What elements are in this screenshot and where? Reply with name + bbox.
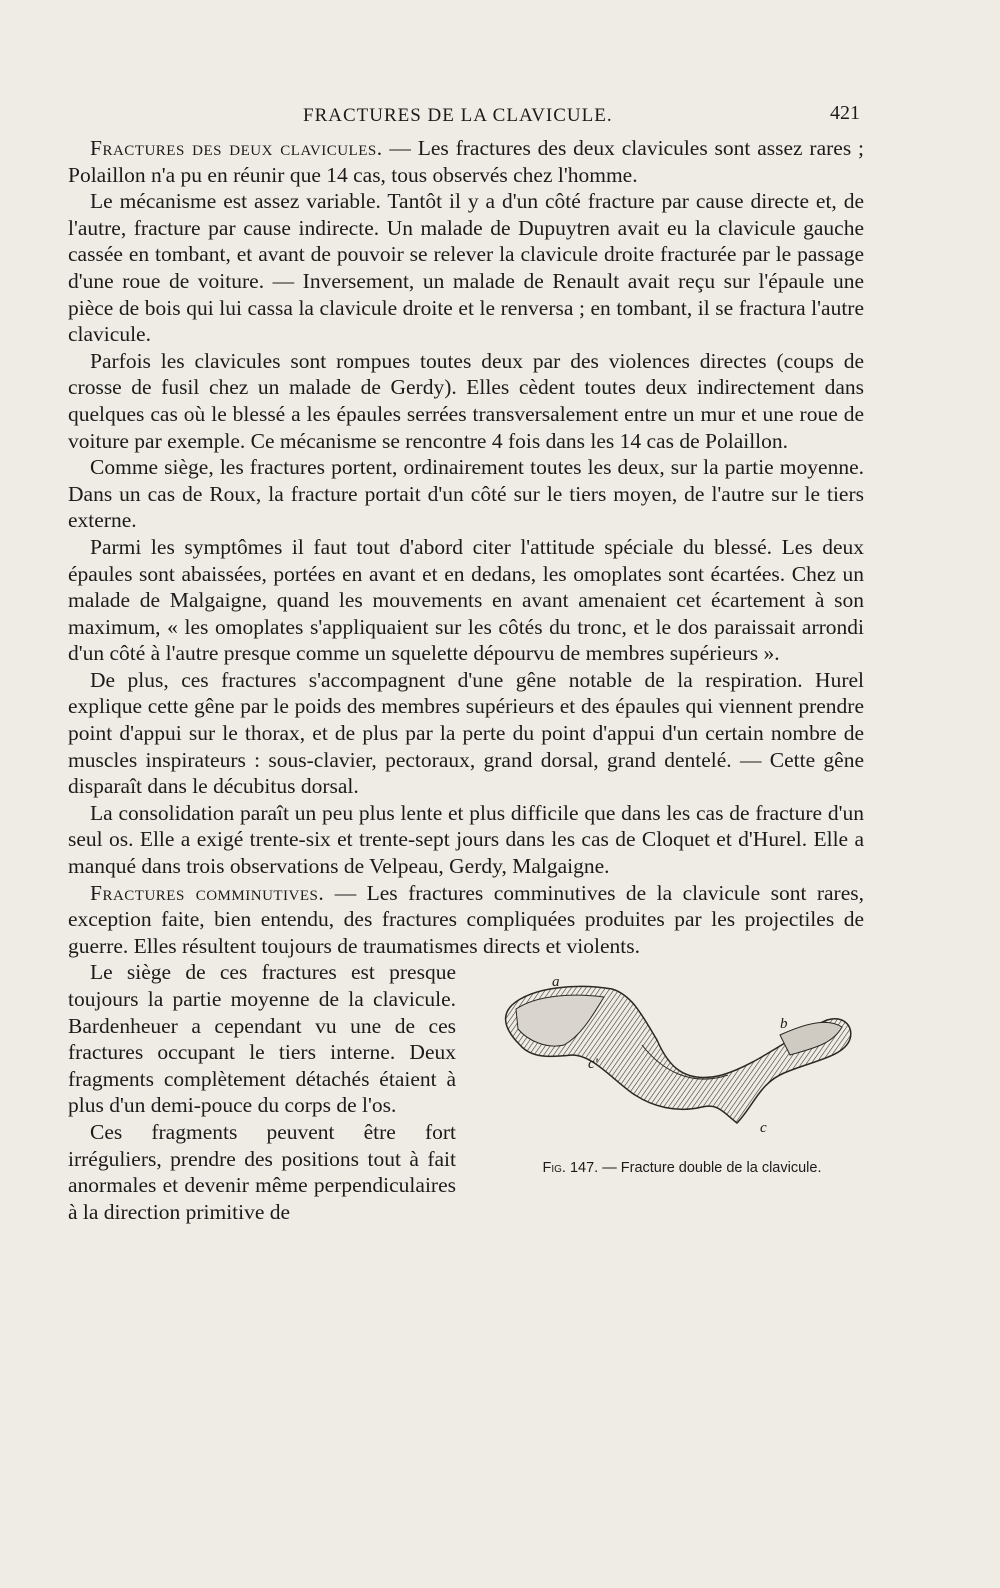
figure-letter-c: c: [760, 1120, 767, 1137]
paragraph: Fractures des deux clavicules. — Les fractures des deux clavicules sont assez rares ; Polaillon n'a pu en réunir que 14 cas, tous observés chez l'homme.: [68, 136, 864, 187]
fractured-clavicle-illustration: [492, 975, 864, 1155]
figure-letter-b: b: [780, 1016, 788, 1033]
running-title: FRACTURES DE LA CLAVICULE.: [303, 105, 613, 126]
figure-letter-a: a: [552, 974, 560, 991]
figure-label: Fig. 147.: [542, 1160, 599, 1177]
figure-147: [492, 975, 864, 1175]
paragraph: Parmi les symptômes il faut tout d'abord citer l'attitude spéciale du blessé. Les deux épaules sont abaissées, portées en avant et en dedans, les omoplates sont écartées. Chez un malade de Malgaigne, quand les mouvements en avant amenaient cet écartement à son maximum, « les omoplates s'appliquaient sur les côtés du tronc, et le dos paraissait arrondi d'un côté à l'autre presque comme un squelette dépourvu de membres supérieurs ».: [68, 534, 864, 666]
paragraph: La consolidation paraît un peu plus lente et plus difficile que dans les cas de fracture d'un seul os. Elle a exigé trente-six et trente-sept jours dans les cas de Cloquet et d'Hurel. Elle a manqué dans trois observations de Velpeau, Gerdy, Malgaigne.: [68, 800, 864, 879]
paragraph: De plus, ces fractures s'accompagnent d'une gêne notable de la respiration. Hurel explique cette gêne par le poids des membres supérieurs et des épaules qui viennent prendre point d'appui sur le thorax, et de plus par la perte du point d'appui d'un certain nombre de muscles inspirateurs : sous-clavier, pectoraux, grand dorsal, grand dentelé. — Cette gêne disparaît dans le décubitus dorsal.: [68, 667, 864, 799]
paragraph: Comme siège, les fractures portent, ordinairement toutes les deux, sur la partie moyenne. Dans un cas de Roux, la fracture portait d'un côté sur le tiers moyen, de l'autre sur le tiers externe.: [68, 455, 864, 533]
page-header: [70, 100, 860, 130]
page-number: 421: [830, 102, 860, 124]
paragraph: Le siège de ces fractures est presque toujours la partie moyenne de la clavicule. Bardenheuer a cependant vu une de ces fractures occupant le tiers interne. Deux fragments complètement détachés étaient à plus d'un demi-pouce du corps de l'os.: [68, 960, 456, 1118]
section-heading-double-fractures: Fractures des deux clavicules.: [90, 136, 383, 160]
paragraph: Fractures comminutives. — Les fractures comminutives de la clavicule sont rares, exception faite, bien entendu, des fractures compliquées produites par les projectiles de guerre. Elles résultent toujours de traumatismes directs et violents.: [68, 880, 864, 958]
figure-letter-c-prime: c': [588, 1056, 598, 1073]
paragraph: Parfois les clavicules sont rompues toutes deux par des violences directes (coups de crosse de fusil chez un malade de Gerdy). Elles cèdent toutes deux indirectement dans quelques cas où le blessé a les épaules serrées transversalement entre un mur et une roue de voiture par exemple. Ce mécanisme se rencontre 4 fois dans les 14 cas de Polaillon.: [68, 348, 864, 453]
body-text: [68, 135, 864, 1225]
paragraph: Ces fragments peuvent être fort irréguliers, prendre des positions tout à fait anormales et devenir même perpendiculaires à la direction primitive de: [68, 1119, 456, 1224]
paragraph: Le mécanisme est assez variable. Tantôt il y a d'un côté fracture par cause directe et, de l'autre, fracture par cause indirecte. Un malade de Dupuytren avait eu la clavicule gauche cassée en tombant, et avant de pouvoir se relever la clavicule droite fracturée par le passage d'une roue de voiture. — Inversement, un malade de Renault avait reçu sur l'épaule une pièce de bois qui lui cassa la clavicule droite et le renversa ; en tombant, il se fractura l'autre clavicule.: [68, 189, 864, 347]
figure-caption: [502, 1155, 862, 1182]
figure-caption-text: — Fracture double de la clavicule.: [598, 1160, 822, 1177]
section-heading-comminuted-fractures: Fractures comminutives.: [90, 880, 325, 905]
